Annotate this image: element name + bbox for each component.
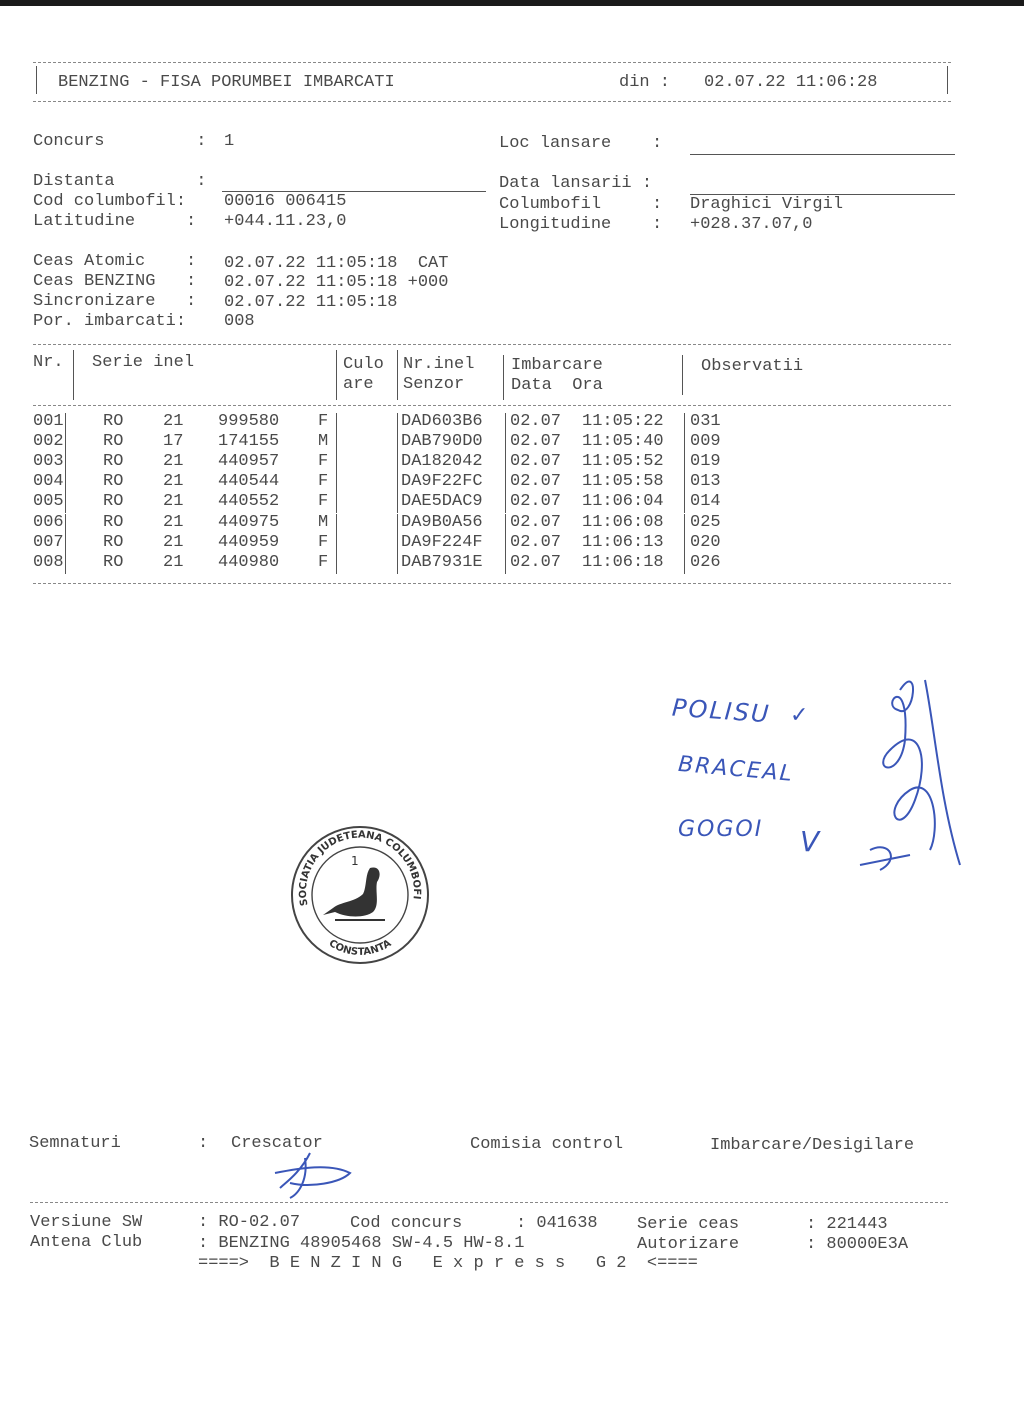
cell-senzor: DAB790D0 [401, 432, 483, 452]
autorizare-label: Autorizare [637, 1235, 740, 1254]
row-sep-nr [65, 453, 66, 473]
pigeon-icon [323, 867, 380, 916]
imbarcare-desigilare-label: Imbarcare/Desigilare [710, 1136, 915, 1155]
cell-observatii: 019 [690, 452, 721, 472]
cell-data: 02.07 [510, 472, 562, 492]
cell-senzor: DA9F224F [401, 532, 483, 552]
din-label: din : [619, 73, 671, 92]
por-imbarcati-label: Por. imbarcati: [33, 312, 187, 331]
row-sep-culo [397, 514, 398, 534]
handwritten-name-2: BRACEAL [677, 751, 795, 788]
row-sep-culo [397, 413, 398, 433]
header-imbarcare: Imbarcare [511, 356, 603, 375]
cell-observatii: 026 [690, 552, 721, 572]
cell-nr: 004 [33, 472, 64, 492]
row-sep-senzor [505, 493, 506, 513]
handwritten-signature-right [840, 650, 970, 880]
cell-data: 02.07 [510, 552, 562, 572]
ceas-benzing-value: 02.07.22 11:05:18 +000 [224, 273, 449, 292]
cell-year: 21 [163, 452, 184, 472]
cell-sex: F [318, 412, 329, 431]
serie-ceas-value: : 221443 [806, 1215, 888, 1234]
row-sep-senzor [505, 433, 506, 453]
cell-ring-number: 440544 [218, 472, 280, 492]
cell-observatii: 014 [690, 492, 721, 512]
cell-year: 21 [163, 492, 184, 512]
cell-observatii: 013 [690, 472, 721, 492]
cell-nr: 008 [33, 552, 64, 572]
association-stamp [281, 812, 435, 970]
cell-sex: F [318, 472, 329, 492]
header-senzor: Senzor [403, 375, 465, 394]
header-top-rule [33, 62, 951, 63]
cell-data: 02.07 [510, 412, 562, 431]
cell-sex: M [318, 512, 329, 532]
cell-observatii: 009 [690, 432, 721, 452]
cod-columbofil-value: 00016 006415 [224, 192, 347, 211]
versiune-sw-value: : RO-02.07 [198, 1213, 301, 1232]
row-sep-serie [336, 534, 337, 554]
footer-top-rule [30, 1202, 948, 1203]
row-sep-senzor [505, 473, 506, 493]
svg-text:CONSTANTA [327, 938, 394, 958]
row-sep-nr [65, 534, 66, 554]
stamp-top-text: ASOCIATIA JUDETEANA COLUMBOFILA [281, 812, 423, 907]
header-serie-inel: Serie inel [92, 353, 195, 372]
cell-year: 21 [163, 412, 184, 431]
cell-sex: F [318, 552, 329, 572]
cell-country: RO [103, 472, 124, 492]
ceas-atomic-label: Ceas Atomic : [33, 252, 197, 271]
cell-year: 21 [163, 532, 184, 552]
header-bottom-rule [33, 101, 951, 102]
table-bottom-rule [33, 583, 951, 584]
cell-nr: 002 [33, 432, 64, 452]
cell-year: 21 [163, 472, 184, 492]
row-sep-imbarcare [684, 554, 685, 574]
stamp-number: 1 [351, 854, 359, 868]
sincronizare-label: Sincronizare : [33, 292, 197, 311]
row-sep-imbarcare [684, 514, 685, 534]
cell-nr: 007 [33, 532, 64, 552]
row-sep-imbarcare [684, 493, 685, 513]
cell-observatii: 025 [690, 512, 721, 532]
cod-columbofil-label: Cod columbofil: [33, 192, 187, 211]
cell-nr: 006 [33, 512, 64, 532]
versiune-sw-label: Versiune SW [30, 1213, 143, 1232]
row-sep-senzor [505, 514, 506, 534]
crescator-signature [270, 1148, 360, 1208]
ceas-atomic-value: 02.07.22 11:05:18 CAT [224, 254, 449, 273]
serie-ceas-label: Serie ceas [637, 1215, 740, 1234]
cell-country: RO [103, 532, 124, 552]
antena-club-value: : BENZING 48905468 SW-4.5 HW-8.1 [198, 1234, 525, 1253]
header-culo: Culo [343, 355, 384, 374]
header-culoare-2: are [343, 375, 374, 394]
header-nr-inel: Nr.inel [403, 355, 475, 374]
cell-ora: 11:06:08 [582, 512, 664, 532]
row-sep-serie [336, 473, 337, 493]
cell-ora: 11:05:22 [582, 412, 664, 431]
row-sep-nr [65, 514, 66, 534]
cell-nr: 001 [33, 412, 64, 431]
scan-top-edge [0, 0, 1024, 6]
row-sep-culo [397, 433, 398, 453]
cell-year: 17 [163, 432, 184, 452]
cell-ring-number: 999580 [218, 412, 280, 431]
row-sep-nr [65, 433, 66, 453]
cell-sex: F [318, 492, 329, 512]
cell-sex: F [318, 452, 329, 472]
row-sep-culo [397, 453, 398, 473]
cell-country: RO [103, 512, 124, 532]
row-sep-senzor [505, 534, 506, 554]
col-sep-serie [336, 350, 337, 400]
semnaturi-label: Semnaturi [29, 1134, 121, 1153]
cell-senzor: DA9B0A56 [401, 512, 483, 532]
cell-sex: M [318, 432, 329, 452]
loc-lansare-line [690, 154, 955, 155]
cell-ora: 11:06:18 [582, 552, 664, 572]
cell-year: 21 [163, 552, 184, 572]
cell-senzor: DA9F22FC [401, 472, 483, 492]
handwritten-check-3: V [800, 825, 822, 858]
cell-ring-number: 440957 [218, 452, 280, 472]
cod-concurs-value: : 041638 [516, 1214, 598, 1233]
cell-country: RO [103, 492, 124, 512]
table-header-rule [33, 405, 951, 406]
concurs-value: 1 [224, 132, 235, 151]
cell-sex: F [318, 532, 329, 552]
antena-club-label: Antena Club [30, 1233, 143, 1252]
cell-senzor: DAD603B6 [401, 412, 483, 431]
row-sep-nr [65, 413, 66, 433]
row-sep-culo [397, 534, 398, 554]
document-title: BENZING - FISA PORUMBEI IMBARCATI [58, 73, 395, 92]
cell-ora: 11:06:13 [582, 532, 664, 552]
cell-observatii: 020 [690, 532, 721, 552]
row-sep-senzor [505, 453, 506, 473]
concurs-label: Concurs : [33, 132, 207, 151]
cod-concurs-label: Cod concurs [350, 1214, 463, 1233]
cell-senzor: DAE5DAC9 [401, 492, 483, 512]
col-sep-culo [397, 350, 398, 400]
header-observatii: Observatii [701, 357, 804, 376]
cell-country: RO [103, 452, 124, 472]
row-sep-culo [397, 554, 398, 574]
cell-senzor: DAB7931E [401, 552, 483, 572]
latitudine-label: Latitudine : [33, 212, 197, 231]
header-datetime: 02.07.22 11:06:28 [704, 73, 878, 92]
handwritten-name-3: GOGOI [678, 817, 764, 842]
autorizare-value: : 80000E3A [806, 1235, 909, 1254]
cell-ring-number: 174155 [218, 432, 280, 452]
header-right-border [947, 66, 948, 94]
row-sep-imbarcare [684, 453, 685, 473]
row-sep-imbarcare [684, 433, 685, 453]
cell-ora: 11:05:58 [582, 472, 664, 492]
row-sep-serie [336, 433, 337, 453]
cell-ora: 11:05:40 [582, 432, 664, 452]
row-sep-serie [336, 453, 337, 473]
cell-ring-number: 440975 [218, 512, 280, 532]
semnaturi-colon: : [198, 1134, 209, 1153]
crescator-label: Crescator [231, 1134, 323, 1153]
table-top-rule [33, 344, 951, 345]
col-sep-nr [73, 350, 74, 400]
cell-year: 21 [163, 512, 184, 532]
handwritten-name-1: POLISU [671, 693, 772, 729]
handwritten-check-1: ✓ [790, 703, 811, 728]
benzing-express-banner: ====> B E N Z I N G E x p r e s s G 2 <==== [198, 1254, 698, 1273]
cell-data: 02.07 [510, 512, 562, 532]
sincronizare-value: 02.07.22 11:05:18 [224, 293, 398, 312]
data-lansarii-label: Data lansarii : [499, 174, 653, 193]
cell-nr: 005 [33, 492, 64, 512]
cell-observatii: 031 [690, 412, 721, 431]
row-sep-imbarcare [684, 534, 685, 554]
ceas-benzing-label: Ceas BENZING : [33, 272, 197, 291]
cell-ring-number: 440959 [218, 532, 280, 552]
cell-ora: 11:06:04 [582, 492, 664, 512]
header-left-border [36, 66, 37, 94]
row-sep-serie [336, 493, 337, 513]
latitudine-value: +044.11.23,0 [224, 212, 347, 231]
row-sep-nr [65, 554, 66, 574]
cell-country: RO [103, 552, 124, 572]
columbofil-value: Draghici Virgil [690, 195, 844, 214]
stamp-bottom-text: CONSTANTA [326, 937, 394, 958]
row-sep-senzor [505, 413, 506, 433]
row-sep-imbarcare [684, 413, 685, 433]
comisia-control-label: Comisia control [470, 1135, 624, 1154]
col-sep-imbarcare [682, 355, 683, 395]
cell-data: 02.07 [510, 532, 562, 552]
longitudine-value: +028.37.07,0 [690, 215, 813, 234]
cell-country: RO [103, 432, 124, 452]
por-imbarcati-value: 008 [224, 312, 255, 331]
header-data-ora: Data Ora [511, 376, 603, 395]
row-sep-culo [397, 473, 398, 493]
row-sep-imbarcare [684, 473, 685, 493]
row-sep-senzor [505, 554, 506, 574]
cell-data: 02.07 [510, 432, 562, 452]
cell-data: 02.07 [510, 452, 562, 472]
cell-ring-number: 440552 [218, 492, 280, 512]
row-sep-serie [336, 413, 337, 433]
row-sep-serie [336, 514, 337, 534]
row-sep-nr [65, 493, 66, 513]
cell-nr: 003 [33, 452, 64, 472]
loc-lansare-label: Loc lansare : [499, 134, 663, 153]
distanta-label: Distanta : [33, 172, 207, 191]
cell-ora: 11:05:52 [582, 452, 664, 472]
col-sep-senzor [503, 355, 504, 400]
longitudine-label: Longitudine : [499, 215, 663, 234]
cell-country: RO [103, 412, 124, 431]
cell-data: 02.07 [510, 492, 562, 512]
cell-senzor: DA182042 [401, 452, 483, 472]
row-sep-nr [65, 473, 66, 493]
row-sep-serie [336, 554, 337, 574]
header-nr: Nr. [33, 353, 64, 372]
columbofil-label: Columbofil : [499, 195, 663, 214]
row-sep-culo [397, 493, 398, 513]
cell-ring-number: 440980 [218, 552, 280, 572]
